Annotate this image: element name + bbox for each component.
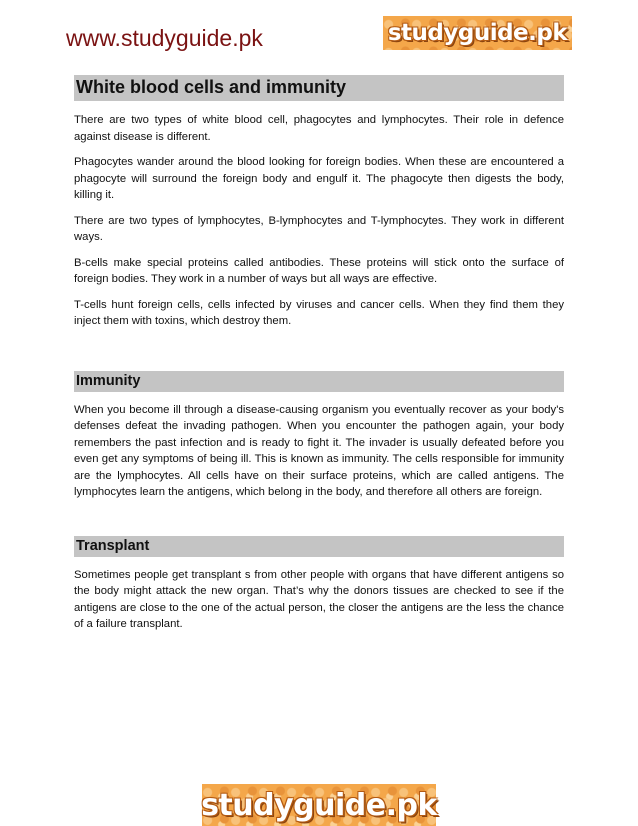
section-white-blood-cells bbox=[74, 75, 564, 330]
section-heading: White blood cells and immunity bbox=[74, 75, 564, 101]
section-immunity bbox=[74, 371, 564, 501]
site-url[interactable]: www.studyguide.pk bbox=[66, 25, 263, 51]
paragraph: T-cells hunt foreign cells, cells infected by viruses and cancer cells. When they find them they inject them with toxins, which destroy them. bbox=[74, 298, 564, 327]
studyguide-logo-bottom: studyguide.pk bbox=[202, 784, 436, 826]
paragraph: There are two types of white blood cell, phagocytes and lymphocytes. Their role in defence against disease is different. bbox=[74, 114, 564, 143]
document-body bbox=[74, 75, 564, 633]
paragraph: Sometimes people get transplant s from other people with organs that have different antigens so the body might attack the new organ. That’s why the donors tissues are checked to see if the antigens are close to the one of the actual person, the closer the antigens are the less the chance of a failure transplant. bbox=[74, 568, 564, 630]
studyguide-logo-top: studyguide.pk bbox=[383, 16, 572, 50]
section-heading: Transplant bbox=[74, 536, 564, 557]
paragraph: When you become ill through a disease-causing organism you eventually recover as your body's defenses defeat the invading pathogen. When you encounter the pathogen again, your body remembers the past infection and is ready to fight it. The invader is usually defeated before you even get any symptoms of being ill. This is known as immunity. The cells responsible for immunity are the lymphocytes. All cells have on their surface proteins, which are called antigens. The lymphocytes learn the antigens, which belong in the body, and therefore all others are foreign. bbox=[74, 403, 564, 498]
paragraph: Phagocytes wander around the blood looking for foreign bodies. When these are encountered a phagocyte will surround the foreign body and engulf it. The phagocyte then digests the body, killing it. bbox=[74, 156, 564, 201]
paragraph: B-cells make special proteins called antibodies. These proteins will stick onto the surface of foreign bodies. They work in a number of ways but all ways are effective. bbox=[74, 256, 564, 285]
section-transplant bbox=[74, 536, 564, 633]
section-heading: Immunity bbox=[74, 371, 564, 392]
paragraph: There are two types of lymphocytes, B-lymphocytes and T-lymphocytes. They work in different ways. bbox=[74, 214, 564, 243]
